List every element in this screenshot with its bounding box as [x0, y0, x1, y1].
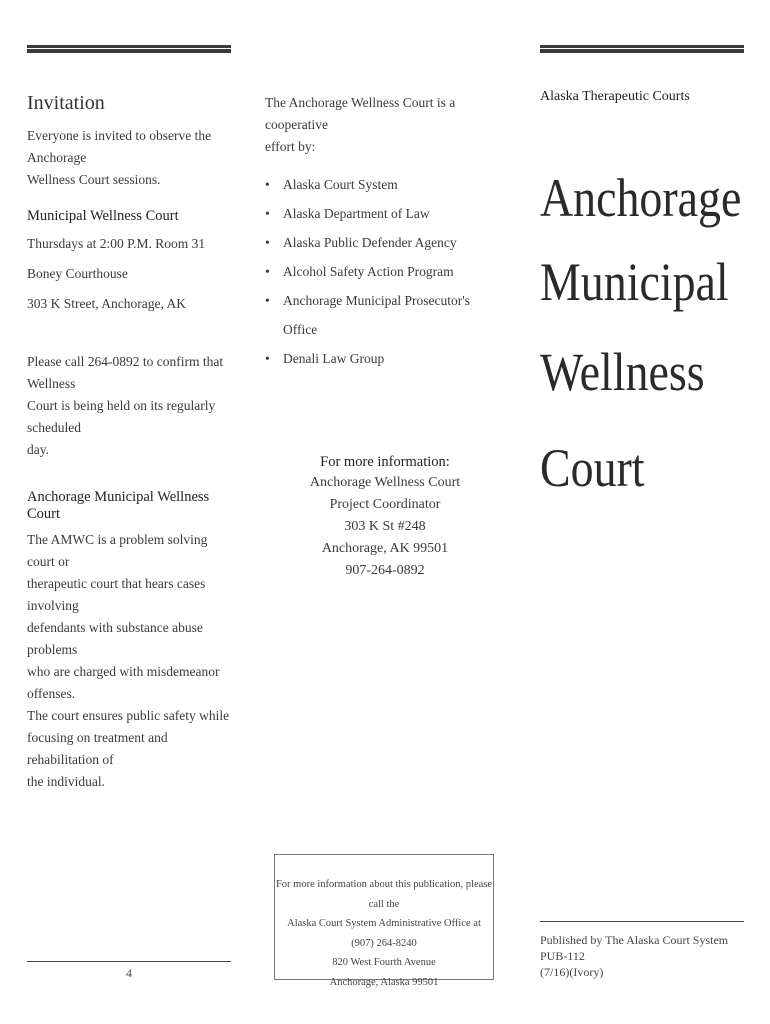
right-bottom-rule — [540, 921, 744, 922]
series-title: Alaska Therapeutic Courts — [540, 89, 690, 104]
courthouse-name: Boney Courthouse — [27, 266, 128, 281]
publisher-info — [540, 932, 728, 980]
list-item: • Denali Law Group — [265, 344, 495, 373]
cover-title-word: Municipal — [540, 252, 729, 312]
call-notice-line: Please call 264-0892 to confirm that Wellness — [27, 354, 224, 391]
publication-info-line: For more information about this publication, please call the — [275, 879, 493, 910]
more-info-heading: For more information: — [320, 454, 450, 470]
invitation-heading: Invitation — [27, 92, 105, 114]
right-top-rule — [540, 45, 744, 53]
list-item: • Alcohol Safety Action Program — [265, 257, 495, 286]
publication-info-line: (907) 264-8240 — [351, 937, 417, 949]
amwc-text-line: who are charged with misdemeanor offenses. — [27, 664, 220, 701]
more-info-line: Anchorage Wellness Court — [309, 475, 461, 490]
more-info-line: Anchorage, AK 99501 — [321, 541, 449, 556]
publication-number: PUB-112 — [540, 949, 585, 963]
call-notice-line: day. — [27, 442, 49, 457]
middle-panel — [265, 92, 495, 373]
more-info-line: Project Coordinator — [329, 497, 441, 512]
invitation-text-line: Wellness Court sessions. — [27, 172, 161, 187]
list-item: • Alaska Department of Law — [265, 199, 495, 228]
call-notice-line: Court is being held on its regularly scheduled — [27, 398, 216, 435]
more-info-phone: 907-264-0892 — [345, 563, 425, 578]
cooperative-intro-line: effort by: — [265, 139, 316, 154]
publication-info-line: Anchorage, Alaska 99501 — [329, 976, 439, 988]
cover-title-word: Anchorage — [540, 168, 742, 228]
amwc-text-line: the individual. — [27, 774, 105, 789]
amwc-text-line: focusing on treatment and rehabilitation of — [27, 730, 168, 767]
publication-date: (7/16)(Ivory) — [540, 965, 604, 979]
amwc-text-line: defendants with substance abuse problems — [27, 620, 203, 657]
amwc-text-line: The AMWC is a problem solving court or — [27, 532, 208, 569]
more-info-block — [290, 452, 480, 582]
amwc-text-line: The court ensures public safety while — [27, 708, 230, 723]
list-item: • Alaska Public Defender Agency — [265, 228, 495, 257]
list-item: • Anchorage Municipal Prosecutor's Office — [265, 286, 495, 344]
amwc-heading: Anchorage Municipal Wellness Court — [27, 489, 210, 522]
page-number: 4 — [126, 966, 132, 980]
municipal-wellness-court-heading: Municipal Wellness Court — [27, 208, 179, 224]
cover-title-word: Wellness — [540, 342, 705, 402]
left-panel — [27, 92, 237, 793]
partner-list — [265, 170, 495, 373]
left-bottom-rule — [27, 961, 231, 962]
left-top-rule — [27, 45, 231, 53]
publication-info-line: 820 West Fourth Avenue — [332, 957, 436, 968]
session-time: Thursdays at 2:00 P.M. Room 31 — [27, 236, 206, 251]
list-item: • Alaska Court System — [265, 170, 495, 199]
amwc-text-line: therapeutic court that hears cases involving — [27, 576, 206, 613]
more-info-line: 303 K St #248 — [344, 519, 426, 534]
published-by: Published by The Alaska Court System — [540, 933, 729, 947]
invitation-text-line: Everyone is invited to observe the Anchorage — [27, 128, 212, 165]
cover-title-word: Court — [540, 438, 645, 498]
publication-info-box — [274, 854, 494, 988]
cooperative-intro-line: The Anchorage Wellness Court is a cooperative — [265, 95, 456, 132]
publication-info-line: Alaska Court System Administrative Office at — [287, 918, 481, 929]
courthouse-address: 303 K Street, Anchorage, AK — [27, 296, 186, 311]
